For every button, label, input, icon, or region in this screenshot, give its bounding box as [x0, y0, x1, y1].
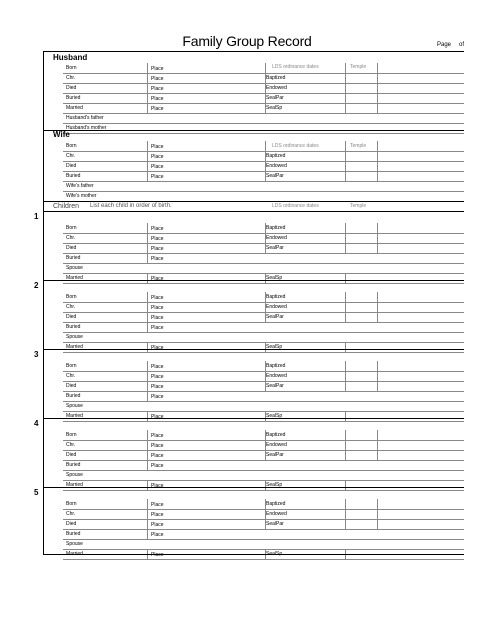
ordinance-label: Endowed [266, 373, 287, 379]
column-rule [377, 361, 378, 391]
field-row[interactable] [63, 480, 464, 491]
field-label: Buried [66, 393, 81, 399]
field-label: Born [66, 294, 77, 300]
place-label: Place [151, 226, 164, 232]
field-label: Spouse [66, 472, 83, 478]
column-rule [345, 361, 346, 391]
ordinance-label: SealPar [266, 314, 284, 320]
column-rule [345, 499, 346, 529]
place-label: Place [151, 522, 164, 528]
place-label: Place [151, 532, 164, 538]
field-label: Spouse [66, 403, 83, 409]
child-rule [43, 211, 464, 212]
column-rule [345, 342, 346, 352]
child-rule [43, 487, 464, 488]
ordinance-label: SealPar [266, 383, 284, 389]
ordinance-label: Endowed [266, 85, 287, 91]
column-rule [147, 342, 148, 352]
ordinance-label: Baptized [266, 75, 286, 81]
ordinance-label: SealPar [266, 452, 284, 458]
column-rule [265, 273, 266, 283]
column-rule [147, 63, 148, 113]
field-label: Buried [66, 462, 81, 468]
ordinance-label: SealSp [266, 105, 283, 111]
child-number: 1 [34, 212, 39, 221]
place-label: Place [151, 512, 164, 518]
place-label: Place [151, 86, 164, 92]
field-label: Married [66, 551, 83, 557]
husband-mother-row-label: Husband's mother [66, 125, 107, 131]
field-label: Chr. [66, 373, 76, 379]
child-number: 4 [34, 419, 39, 428]
child-rule [43, 349, 464, 350]
place-label: Place [151, 246, 164, 252]
place-label: Place [151, 433, 164, 439]
column-rule [265, 292, 266, 322]
column-rule [265, 480, 266, 490]
field-label: Buried [66, 255, 81, 261]
children-label: Children [53, 203, 80, 210]
ordinance-label: Baptized [266, 363, 286, 369]
place-label: Place [151, 96, 164, 102]
ordinance-label: SealPar [266, 95, 284, 101]
child-number: 2 [34, 281, 39, 290]
children-note: List each child in order of birth. [90, 203, 172, 209]
field-label: Born [66, 432, 77, 438]
field-label: Born [66, 65, 77, 71]
column-rule [377, 223, 378, 253]
ordinance-label: SealSp [266, 551, 283, 557]
field-label: Born [66, 143, 77, 149]
column-rule [265, 499, 266, 529]
place-label: Place [151, 236, 164, 242]
field-label: Buried [66, 95, 81, 101]
field-row[interactable] [63, 411, 464, 422]
field-label: Chr. [66, 304, 76, 310]
ordinance-label: Endowed [266, 163, 287, 169]
field-label: Buried [66, 324, 81, 330]
wife-label: Wife [53, 130, 70, 139]
place-label: Place [151, 453, 164, 459]
ordinance-label: SealSp [266, 413, 283, 419]
column-rule [345, 141, 346, 181]
ordinance-label: Baptized [266, 225, 286, 231]
field-label: Chr. [66, 235, 76, 241]
column-rule [265, 361, 266, 391]
place-label: Place [151, 154, 164, 160]
field-label: Died [66, 245, 77, 251]
ordinance-label: Baptized [266, 294, 286, 300]
page-of [437, 42, 472, 48]
column-rule [377, 141, 378, 181]
place-label: Place [151, 345, 164, 351]
field-label: Chr. [66, 75, 76, 81]
place-label: Place [151, 384, 164, 390]
field-label: Died [66, 314, 77, 320]
ordinance-label: SealPar [266, 245, 284, 251]
field-label: Chr. [66, 442, 76, 448]
wife-section-rule [43, 130, 464, 131]
column-rule [345, 63, 346, 113]
husband-mother-row[interactable] [63, 123, 464, 134]
column-rule [147, 411, 148, 421]
field-label: Buried [66, 173, 81, 179]
place-label: Place [151, 414, 164, 420]
field-label: Married [66, 482, 83, 488]
column-rule [147, 480, 148, 490]
place-label: Place [151, 315, 164, 321]
field-label: Born [66, 363, 77, 369]
temple-header: Temple [350, 203, 367, 209]
place-label: Place [151, 374, 164, 380]
column-rule [345, 430, 346, 460]
column-rule [265, 223, 266, 253]
place-label: Place [151, 256, 164, 262]
ordinance-label: Baptized [266, 501, 286, 507]
place-label: Place [151, 164, 164, 170]
of-label: of [459, 42, 465, 48]
form-title: Family Group Record [182, 33, 312, 49]
child-number: 5 [34, 488, 39, 497]
column-rule [265, 63, 266, 113]
field-label: Died [66, 383, 77, 389]
field-label: Spouse [66, 541, 83, 547]
column-rule [345, 223, 346, 253]
place-label: Place [151, 305, 164, 311]
ordinance-label: SealPar [266, 173, 284, 179]
field-label: Chr. [66, 511, 76, 517]
column-rule [377, 499, 378, 529]
column-rule [147, 273, 148, 283]
column-rule [147, 141, 148, 181]
column-rule [345, 292, 346, 322]
column-rule [377, 63, 378, 113]
field-label: Buried [66, 531, 81, 537]
field-label: Spouse [66, 334, 83, 340]
column-rule [265, 430, 266, 460]
child-rule [43, 280, 464, 281]
husband-label: Husband [53, 53, 88, 62]
field-label: Died [66, 163, 77, 169]
ordinance-dates-header: LDS ordinance dates [272, 64, 319, 70]
place-label: Place [151, 502, 164, 508]
temple-header: Temple [350, 143, 367, 149]
column-rule [147, 223, 148, 263]
ordinance-label: Endowed [266, 235, 287, 241]
children-section-rule [43, 201, 464, 202]
ordinance-label: Baptized [266, 153, 286, 159]
page-label: Page [437, 42, 452, 48]
column-rule [345, 411, 346, 421]
ordinance-label: Endowed [266, 304, 287, 310]
column-rule [147, 361, 148, 401]
ordinance-label: Baptized [266, 432, 286, 438]
field-label: Died [66, 85, 77, 91]
column-rule [265, 411, 266, 421]
place-label: Place [151, 443, 164, 449]
field-label: Born [66, 225, 77, 231]
wife-father-row-label: Wife's father [66, 183, 94, 189]
place-label: Place [151, 325, 164, 331]
column-rule [377, 292, 378, 322]
husband-father-row-label: Husband's father [66, 115, 104, 121]
column-rule [147, 292, 148, 332]
column-rule [345, 273, 346, 283]
field-label: Married [66, 275, 83, 281]
place-label: Place [151, 106, 164, 112]
place-label: Place [151, 276, 164, 282]
wife-mother-row-label: Wife's mother [66, 193, 97, 199]
place-label: Place [151, 552, 164, 558]
field-label: Born [66, 501, 77, 507]
column-rule [265, 141, 266, 181]
field-label: Married [66, 344, 83, 350]
form-bottom-rule [43, 554, 464, 555]
child-number: 3 [34, 350, 39, 359]
field-label: Chr. [66, 153, 76, 159]
field-row[interactable] [63, 273, 464, 284]
ordinance-label: SealPar [266, 521, 284, 527]
place-label: Place [151, 174, 164, 180]
place-label: Place [151, 295, 164, 301]
place-label: Place [151, 394, 164, 400]
place-label: Place [151, 76, 164, 82]
place-label: Place [151, 463, 164, 469]
field-label: Spouse [66, 265, 83, 271]
ordinance-label: SealSp [266, 344, 283, 350]
ordinance-label: Endowed [266, 442, 287, 448]
child-rule [43, 418, 464, 419]
column-rule [345, 480, 346, 490]
ordinance-label: SealSp [266, 275, 283, 281]
column-rule [265, 342, 266, 352]
ordinance-label: Endowed [266, 511, 287, 517]
ordinance-dates-header: LDS ordinance dates [272, 143, 319, 149]
temple-header: Temple [350, 64, 367, 70]
field-label: Married [66, 413, 83, 419]
field-label: Died [66, 521, 77, 527]
column-rule [377, 430, 378, 460]
husband-section-rule [43, 51, 464, 52]
field-label: Died [66, 452, 77, 458]
ordinance-dates-header: LDS ordinance dates [272, 203, 319, 209]
place-label: Place [151, 144, 164, 150]
column-rule [147, 430, 148, 470]
column-rule [147, 499, 148, 539]
field-label: Married [66, 105, 83, 111]
field-row[interactable] [63, 342, 464, 353]
place-label: Place [151, 66, 164, 72]
ordinance-label: SealSp [266, 482, 283, 488]
place-label: Place [151, 483, 164, 489]
place-label: Place [151, 364, 164, 370]
